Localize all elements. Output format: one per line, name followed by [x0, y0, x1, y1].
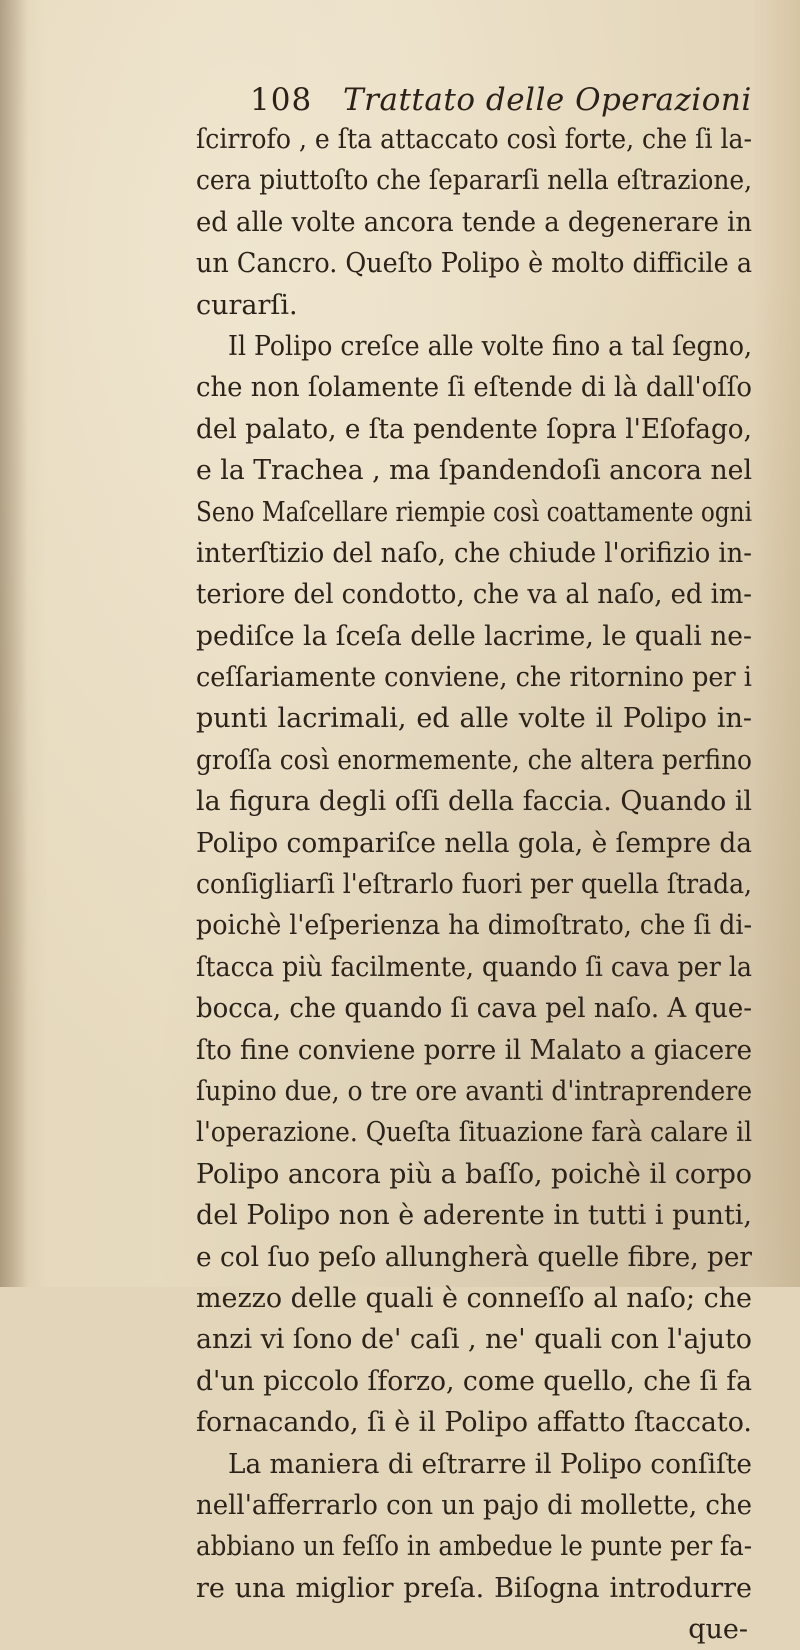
- text-line: d'un piccolo ſforzo, come quello, che ſi fa: [196, 1365, 753, 1397]
- text-line: mezzo delle quali è conneſſo al naſo; che: [196, 1282, 752, 1314]
- text-line: teriore del condotto, che va al naſo, ed im-: [196, 579, 752, 611]
- page-number: 108: [250, 82, 313, 118]
- text-line: groſſa così enormemente, che altera perfino: [196, 744, 753, 776]
- text-line: re una miglior preſa. Biſogna introdurre: [196, 1572, 753, 1604]
- text-line: e col ſuo peſo allungherà quelle fibre, per: [196, 1241, 753, 1273]
- text-line: interſtizio del naſo, che chiude l'orifizio in-: [196, 537, 752, 569]
- text-line: ſcirrofo , e ſta attaccato così forte, che ſi la-: [196, 124, 752, 155]
- text-line: cera piuttoſto che ſepararſi nella eſtrazione,: [196, 165, 753, 197]
- text-line: nell'afferrarlo con un pajo di mollette, che: [196, 1489, 753, 1521]
- text-line: Polipo ancora più a baſſo, poichè il corpo: [196, 1158, 753, 1190]
- text-line: fornacando, ſi è il Polipo affatto ſtaccato.: [196, 1407, 752, 1439]
- text-line: poichè l'eſperienza ha dimoſtrato, che ſi di-: [196, 910, 753, 942]
- text-line: che non ſolamente ſi eſtende di là dall'oſſo: [196, 372, 752, 404]
- running-title: Trattato delle Operazioni: [343, 82, 752, 118]
- text-line: Il Polipo creſce alle volte fino a tal ſegno,: [228, 330, 752, 362]
- text-line: Seno Maſcellare riempie così coattamente ogni: [196, 496, 753, 528]
- text-line: del Polipo non è aderente in tutti i punti,: [196, 1200, 752, 1232]
- text-line: conſigliarſi l'eſtrarlo fuori per quella ſtrada,: [196, 869, 753, 901]
- text-line: Polipo compariſce nella gola, è ſempre da: [196, 827, 753, 859]
- text-line: del palato, e ſta pendente ſopra l'Eſofago,: [196, 413, 752, 445]
- page-header: [0, 82, 800, 122]
- text-line: pediſce la ſceſa delle lacrime, le quali ne-: [196, 620, 752, 652]
- text-line: ſupino due, o tre ore avanti d'intraprendere: [196, 1075, 753, 1107]
- text-line: abbiano un feſſo in ambedue le punte per fa-: [196, 1531, 753, 1563]
- text-line: punti lacrimali, ed alle volte il Polipo in-: [196, 703, 753, 735]
- text-line: bocca, che quando ſi cava pel naſo. A que-: [196, 993, 752, 1025]
- text-line: anzi vi ſono de' caſi , ne' quali con l'ajuto: [196, 1324, 752, 1356]
- text-line: La maniera di eſtrarre il Polipo conſiſte: [228, 1448, 753, 1480]
- text-line: l'operazione. Queſta ſituazione farà calare il: [196, 1117, 753, 1149]
- text-line: e la Trachea , ma ſpandendoſi ancora nel: [196, 455, 752, 487]
- catchword: que-: [688, 1614, 748, 1646]
- text-line: un Cancro. Queſto Polipo è molto difficile a: [196, 248, 753, 280]
- text-line: ed alle volte ancora tende a degenerare in: [196, 206, 753, 238]
- text-line: curarſi.: [196, 289, 298, 321]
- text-line: ſtacca più facilmente, quando ſi cava per la: [196, 951, 753, 983]
- page-gutter-shadow: [0, 0, 28, 1287]
- text-line: ceſſariamente conviene, che ritornino per i: [196, 662, 752, 694]
- text-line: la figura degli oſſi della faccia. Quando il: [196, 786, 752, 818]
- body-text: [196, 119, 756, 1650]
- text-line: ſto fine conviene porre il Malato a giacere: [196, 1034, 753, 1066]
